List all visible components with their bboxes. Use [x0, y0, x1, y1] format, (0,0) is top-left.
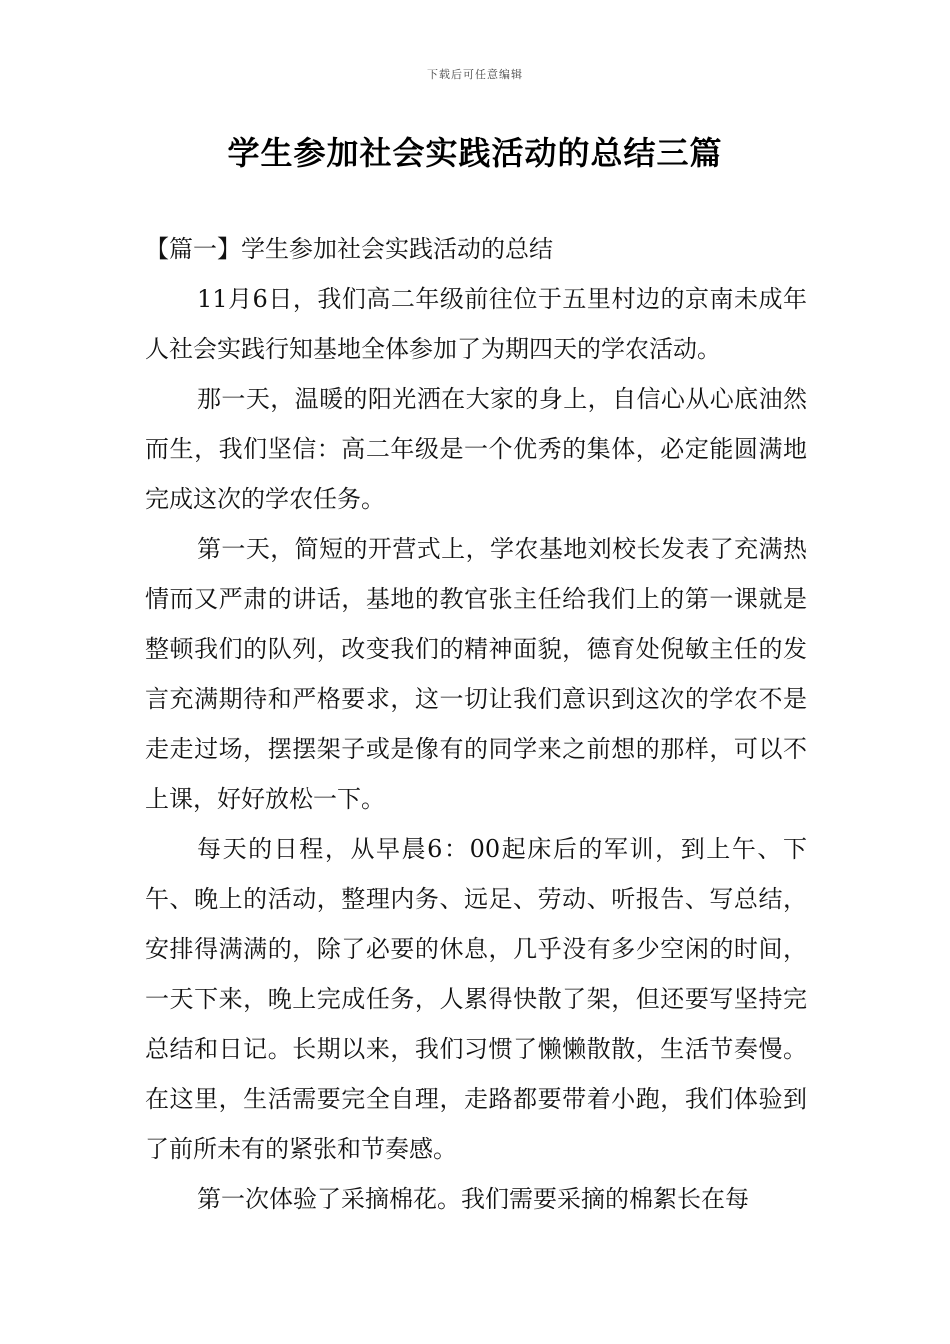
header-note: 下载后可任意编辑: [427, 68, 523, 81]
document-title: 学生参加社会实践活动的总结三篇: [227, 134, 723, 172]
document-body: [145, 224, 807, 1224]
paragraph-2: 那一天，温暖的阳光洒在大家的身上，自信心从心底油然而生，我们坚信：高二年级是一个优秀的集体，必定能圆满地完成这次的学农任务。: [145, 385, 807, 513]
paragraph-3: 第一天，简短的开营式上，学农基地刘校长发表了充满热情而又严肃的讲话，基地的教官张主任给我们上的第一课就是整顿我们的队列，改变我们的精神面貌，德育处倪敏主任的发言充满期待和严格要求，这一切让我们意识到这次的学农不是走走过场，摆摆架子或是像有的同学来之前想的那样，可以不上课，好好放松一下。: [145, 535, 807, 813]
section-heading: 【篇一】学生参加社会实践活动的总结: [145, 235, 553, 263]
paragraph-1: 11月6日，我们高二年级前往位于五里村边的京南未成年人社会实践行知基地全体参加了为期四天的学农活动。: [145, 285, 807, 363]
paragraph-5: 第一次体验了采摘棉花。我们需要采摘的棉絮长在每: [197, 1185, 749, 1213]
paragraph-4: 每天的日程，从早晨6：00起床后的军训，到上午、下午、晚上的活动，整理内务、远足、劳动、听报告、写总结，安排得满满的，除了必要的休息，几乎没有多少空闲的时间，一天下来，晚上完成任务，人累得快散了架，但还要写坚持完总结和日记。长期以来，我们习惯了懒懒散散，生活节奏慢。在这里，生活需要完全自理，走路都要带着小跑，我们体验到了前所未有的紧张和节奏感。: [145, 835, 807, 1163]
